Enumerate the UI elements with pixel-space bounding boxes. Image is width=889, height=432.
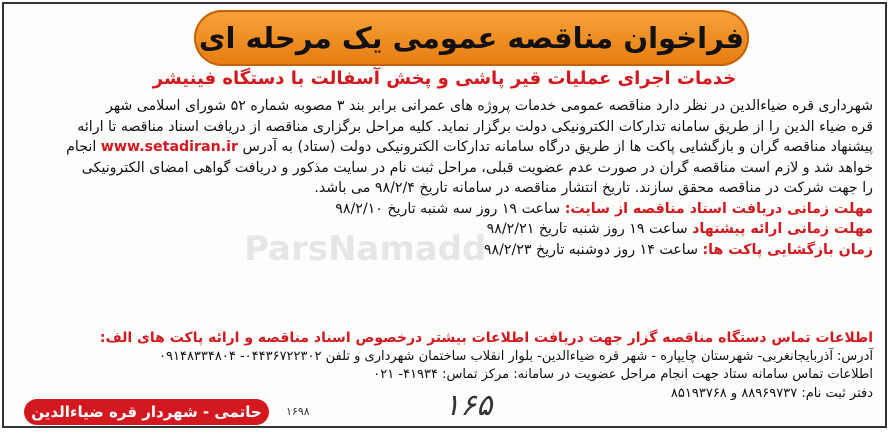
deadline-documents — [14, 199, 873, 220]
deadline-proposal — [14, 219, 873, 240]
header-banner — [194, 10, 749, 66]
body-line-3-text: پیشنهاد مناقصه گران و بازگشایی پاکت ها از طریق درگاه سامانه تدارکات الکترونیکی دولت (ستاد) به آدرس — [242, 139, 873, 155]
body-line-3 — [14, 137, 873, 158]
body-line-5: را جهت شرکت در مناقصه محقق سازند. تاریخ انتشار مناقصه در سامانه تاریخ ۹۸/۲/۴ می باشد. — [314, 180, 873, 196]
deadline-proposal-value: ساعت ۱۹ روز شنبه تاریخ ۹۸/۲/۲۱ — [486, 221, 688, 237]
deadline-opening — [14, 240, 873, 261]
contact-address: آدرس: آذربایجانغربی- شهرستان چایپاره - شهر قره ضیاءالدین- بلوار انقلاب ساختمان شهرداری و تلفن ۰۴۴۳۶۷۲۲۳۰۲- ۰۹۱۴۸۳۳۴۸۰۴ — [159, 348, 873, 364]
deadline-documents-value: ساعت ۱۹ روز سه شنبه تاریخ ۹۸/۲/۱۰ — [335, 200, 561, 217]
body-line-2: قره ضیاء الدین را از طریق سامانه تدارکات الکترونیکی دولت برگزار نماید. کلیه مراحل برگزاری مناقصه از دریافت اسناد مناقصه تا ارائه — [77, 118, 873, 135]
handwritten-note: ۱۶۵ — [444, 388, 493, 423]
deadline-opening-value: ساعت ۱۴ روز دوشنبه تاریخ ۹۸/۲/۲۳ — [483, 241, 698, 258]
deadline-documents-label: مهلت زمانی دریافت اسناد مناقصه از سایت: — [564, 200, 873, 217]
setad-url-link[interactable]: www.setadiran.ir — [100, 139, 238, 155]
signature-badge: حاتمی - شهردار قره ضیاءالدین — [24, 399, 269, 425]
body-line-1: شهرداری قره ضیاءالدین در نظر دارد مناقصه عمومی خدمات پروژه های عمرانی برابر بند ۳ مصوبه شماره ۵۲ شورای اسلامی شهر — [106, 98, 873, 114]
contact-title: اطلاعات تماس دستگاه مناقصه گزار جهت دریافت اطلاعات بیشتر درخصوص اسناد مناقصه و ارائه پاکت های الف: — [99, 330, 873, 346]
ad-body — [14, 96, 873, 260]
ad-number: ۱۶۹۸ — [286, 405, 310, 418]
ad-title: فراخوان مناقصه عمومی یک مرحله ای — [198, 21, 745, 55]
watermark: ParsNamadd — [244, 229, 487, 269]
body-line-4: خواهد شد و لازم است مناقصه گران در صورت عدم عضویت قبلی، مراحل ثبت نام در سایت مذکور و دریافت گواهی امضای الکترونیکی — [81, 159, 873, 176]
contact-registration: دفتر ثبت نام: ۸۸۹۶۹۷۳۷ و ۸۵۱۹۳۷۶۸ — [670, 385, 873, 401]
deadline-opening-label: زمان بازگشایی پاکت ها: — [702, 241, 873, 258]
body-line-3-end: انجام — [66, 139, 97, 155]
contact-setad: اطلاعات تماس سامانه ستاد جهت انجام مراحل عضویت در سامانه: مرکز تماس: ۴۱۹۳۴- ۰۲۱ — [373, 367, 873, 382]
deadline-proposal-label: مهلت زمانی ارائه پیشنهاد — [692, 221, 873, 237]
ad-subtitle: خدمات اجرای عملیات قیر پاشی و پخش آسفالت با دستگاه فینیشر — [152, 68, 737, 89]
tender-ad — [2, 2, 887, 428]
